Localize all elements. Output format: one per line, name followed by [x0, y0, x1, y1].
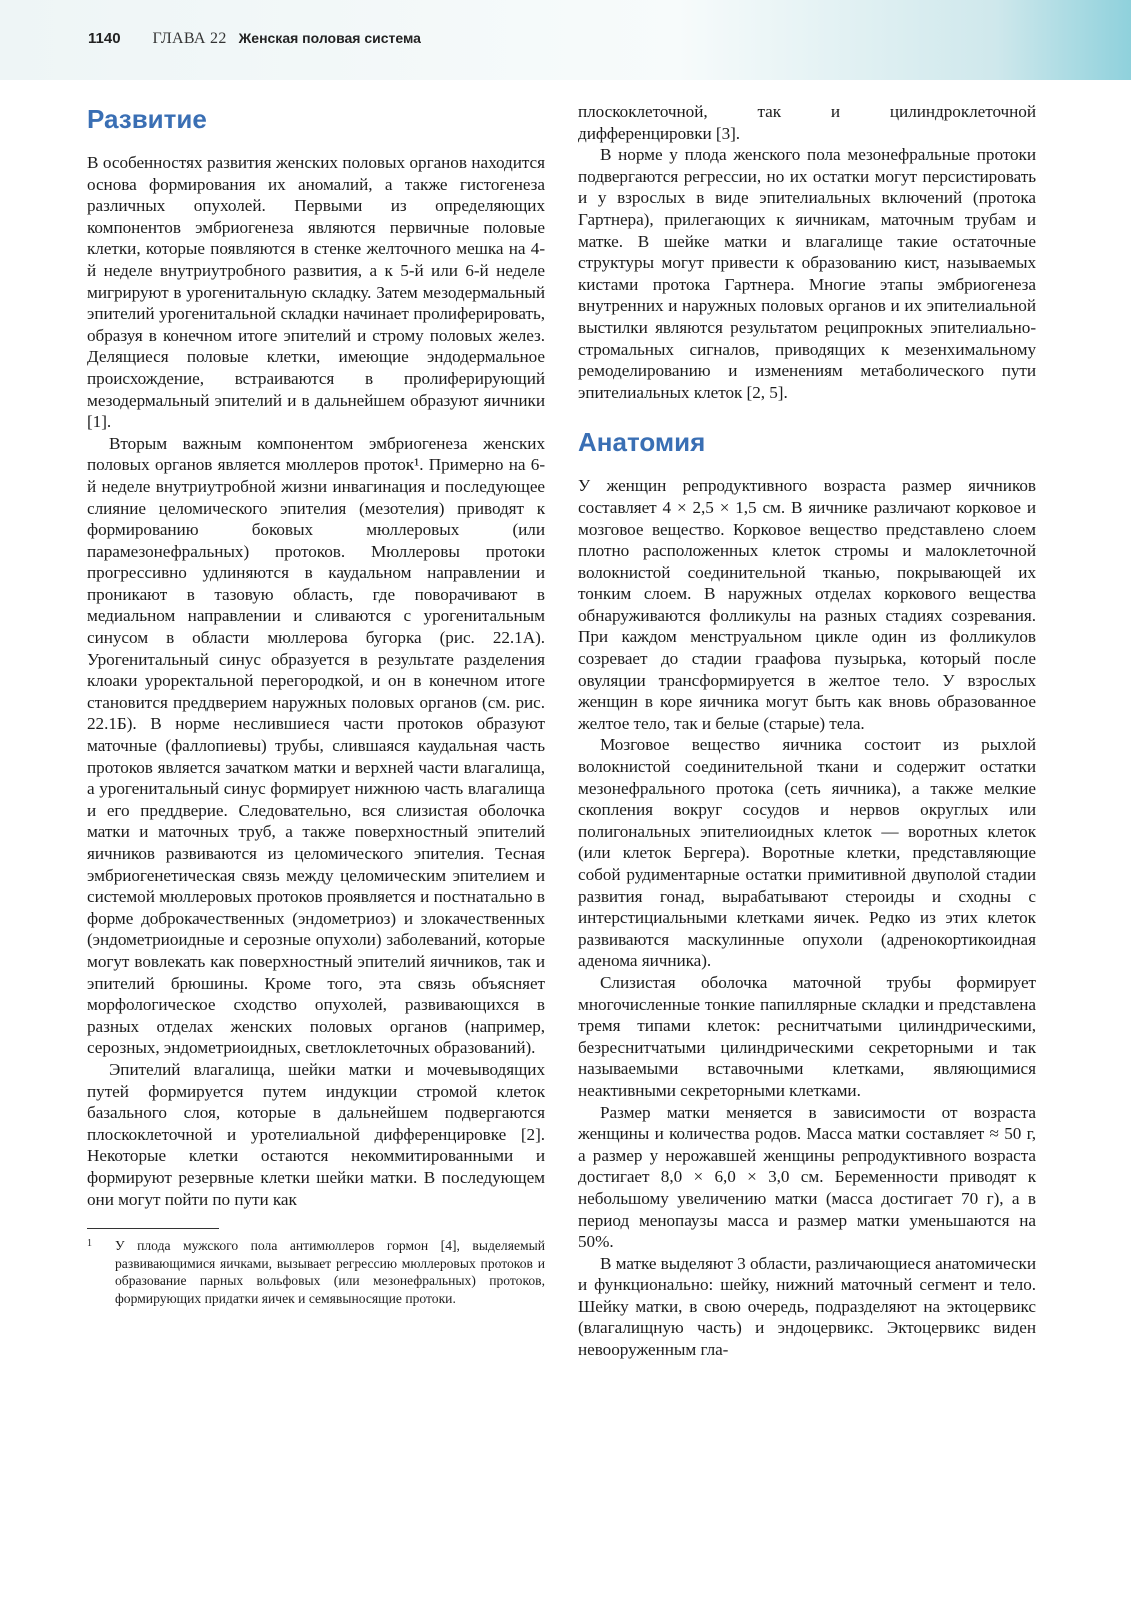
paragraph: Слизистая оболочка маточной трубы формирует многочисленные тонкие папиллярные складки и представлена тремя типами клеток: реснитчатыми цилиндрическими, безреснитчатыми цилиндрическими секреторными и так называемыми вставочными клетками, являющимися неактивными секреторными клетками. [578, 972, 1036, 1100]
running-header [88, 30, 421, 54]
chapter-title: Женская половая система [238, 30, 421, 46]
paragraph: У женщин репродуктивного возраста размер яичников составляет 4 × 2,5 × 1,5 см. В яичнике различают корковое и мозговое вещество. Корковое вещество представлено слоем плотно расположенных клеток стромы и малоклеточной волокнистой соединительной тканью, покрывающей их тонким слоем. В наружных отделах коркового вещества обнаруживаются фолликулы на разных стадиях созревания. При каждом менструальном цикле один из фолликулов созревает до стадии граафова пузырька, который после овуляции трансформируется в желтое тело. У взрослых женщин в коре яичника могут быть как вновь образованное желтое тело, так и белые (старые) тела. [578, 476, 1036, 733]
paragraph: В норме у плода женского пола мезонефральные протоки подвергаются регрессии, но их остатки могут персистировать и у взрослых в виде эпителиальных включений (протока Гартнера), прилегающих к яичникам, маточным трубам и матке. В шейке матки и влагалище такие остаточные структуры могут привести к образованию кист, называемых кистами протока Гартнера. Многие этапы эмбриогенеза внутренних и наружных половых органов и их эпителиальной выстилки являются результатом реципрокных эпителиально-стромальных сигналов, приводящих к мезенхимальному ремоделированию и изменениям метаболического пути эпителиальных клеток [2, 5]. [578, 145, 1036, 402]
page-number: 1140 [88, 30, 121, 47]
footnote [87, 1237, 545, 1307]
paragraph: Вторым важным компонентом эмбриогенеза женских половых органов является мюллеров проток¹. Примерно на 6-й неделе внутриутробной жизни инвагинация и последующее слияние целомического эпителия (мезотелия) приводят к формированию боковых мюллеровых (или парамезонефральных) протоков. Мюллеровы протоки прогрессивно удлиняются в каудальном направлении и проникают в тазовую область, где поворачивают в медиальном направлении и сливаются с урогенитальным синусом в области мюллерова бугорка (рис. 22.1А). Урогенитальный синус образуется в результате разделения клоаки уроректальной перегородкой, и он в конечном итоге становится преддверием наружных половых органов (см. рис. 22.1Б). В норме неслившиеся части протоков образуют маточные (фаллопиевы) трубы, слившаяся каудальная часть протоков является зачатком матки и верхней части влагалища, а урогенитальный синус формирует нижнюю часть влагалища и его преддверие. Следовательно, вся слизистая оболочка матки и маточных труб, а также поверхностный эпителий яичников развиваются из целомического эпителия. Тесная эмбриогенетическая связь между целомическим эпителием и системой мюллеровых протоков проявляется и постнатально в форме доброкачественных (эндометриоз) и злокачественных (эндометриоидные и серозные опухоли) заболеваний, которые могут вовлекать как поверхностный эпителий яичников, так и эпителий брюшины. Кроме того, эта связь объясняет морфологическое сходство опухолей, развивающихся в разных отделах женских половых органов (например, серозных, эндометриоидных, светлоклеточных образований). [87, 433, 545, 1058]
section-title-development: Развитие [87, 104, 207, 134]
paragraph: В матке выделяют 3 области, различающиеся анатомически и функционально: шейку, нижний маточный сегмент и тело. Шейку матки, в свою очередь, подразделяют на эктоцервикс (влагалищную часть) и эндоцервикс. Эктоцервикс виден невооруженным гла- [578, 1253, 1036, 1360]
section-title-anatomy: Анатомия [578, 427, 706, 458]
left-column [87, 101, 545, 1307]
paragraph: Мозговое вещество яичника состоит из рыхлой волокнистой соединительной ткани и содержит остатки мезонефрального протока (сеть яичника), а также мелкие скопления вокруг сосудов и нервов округлых или полигональных эпителиоидных клеток — воротных клеток (или клеток Бергера). Воротные клетки, представляющие собой рудиментарные остатки примитивной двуполой стадии развития гонад, вырабатывают стероиды и сходны с интерстициальными клетками яичек. Редко из этих клеток развиваются маскулинные опухоли (адренокортикоидная аденома яичника). [578, 735, 1036, 971]
paragraph: плоскоклеточной, так и цилиндроклеточной дифференцировки [3]. [578, 102, 1036, 143]
chapter-label: ГЛАВА 22 [152, 30, 227, 47]
paragraph: В особенностях развития женских половых органов находится основа формирования их аномалий, а также гистогенеза различных опухолей. Первыми из определяющих компонентов эмбриогенеза являются первичные половые клетки, которые появляются в стенке желточного мешка на 4-й неделе внутриутробного развития, а к 5-й или 6-й неделе мигрируют в урогенитальную складку. Затем мезодермальный эпителий урогенитальной складки начинает пролиферировать, образуя в конечном итоге эпителий и строму половых желез. Делящиеся половые клетки, имеющие эндодермальное происхождение, встраиваются в пролиферирующий мезодермальный эпителий и в дальнейшем образуют яичники [1]. [87, 153, 545, 432]
paragraph: Размер матки меняется в зависимости от возраста женщины и количества родов. Масса матки составляет ≈ 50 г, а размер у нерожавшей женщины репродуктивного возраста достигает 8,0 × 6,0 × 3,0 см. Беременности приводят к небольшому увеличению матки (масса достигает 70 г), а в период менопаузы масса и размер матки уменьшаются на 50%. [578, 1102, 1036, 1252]
footnote-text: У плода мужского пола антимюллеров гормон [4], выделяемый развивающимися яичками, вызывает регрессию мюллеровых протоков и образование парных вольфовых (или мезонефральных) протоков, формирующих придатки яичек и семявыносящие протоки. [115, 1238, 545, 1306]
right-column [578, 101, 1036, 1361]
footnote-divider [87, 1228, 219, 1229]
paragraph: Эпителий влагалища, шейки матки и мочевыводящих путей формируется путем индукции стромой клеток базального слоя, которые в дальнейшем подвергаются плоскоклеточной и уротелиальной дифференцировке [2]. Некоторые клетки остаются некоммитированными и формируют резервные клетки шейки матки. В последующем они могут пойти по пути как [87, 1059, 545, 1209]
footnote-mark: 1 [87, 1238, 92, 1250]
